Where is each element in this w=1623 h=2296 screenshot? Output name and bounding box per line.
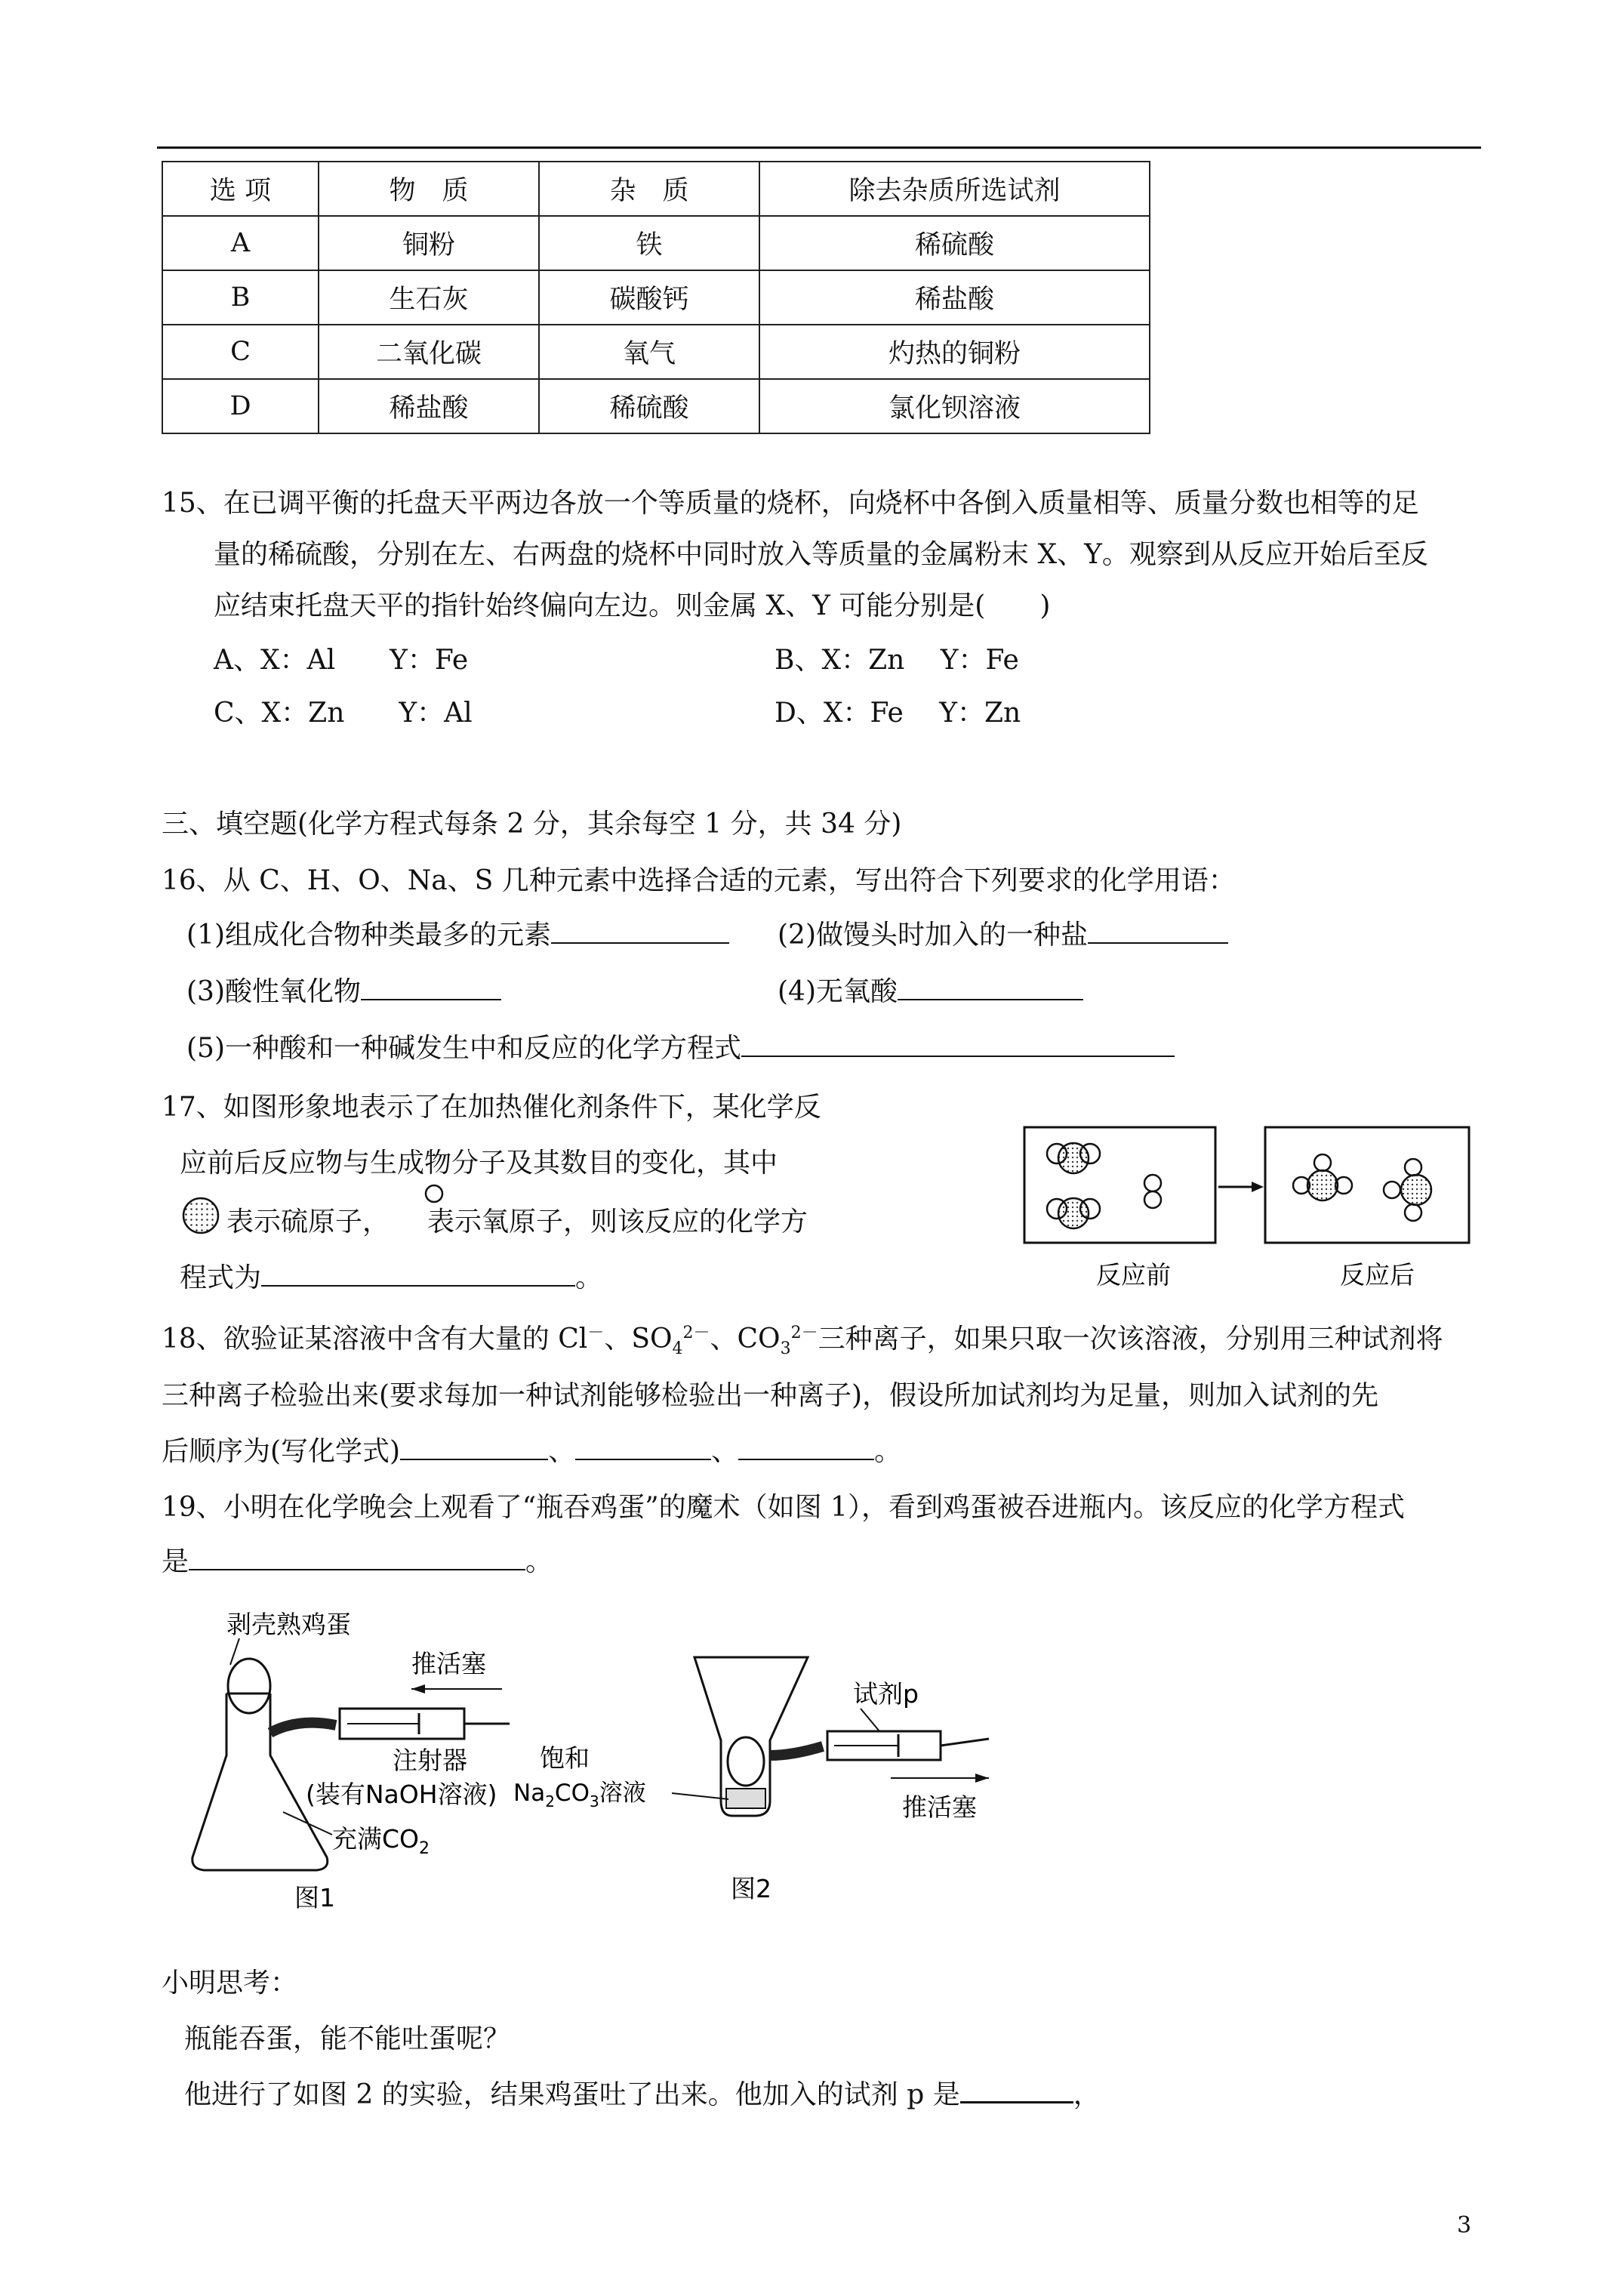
- figure-2-caption: 图2: [731, 1874, 771, 1903]
- q16-part4: [778, 970, 1083, 1009]
- q17-line4-text: 程式为: [180, 1262, 262, 1293]
- answer-blank[interactable]: [400, 1436, 548, 1460]
- q18-superscript: 2－: [682, 1324, 710, 1342]
- think-question: 瓶能吞蛋，能不能吐蛋呢？: [184, 2023, 511, 2054]
- figure-2: [513, 1650, 1034, 1914]
- table-cell: A: [162, 216, 319, 270]
- push-label: 推活塞: [411, 1649, 486, 1678]
- tube-icon: [770, 1746, 823, 1755]
- q18-line2: 三种离子检验出来(要求每加一种试剂能够检验出一种离子)，假设所加试剂均为足量，则加入试剂的先: [162, 1380, 1379, 1411]
- table-header-cell: 选 项: [162, 162, 319, 216]
- q17-line4-end: 。: [575, 1262, 603, 1293]
- section-heading: 三、填空题(化学方程式每条 2 分，其余每空 1 分，共 34 分): [162, 809, 902, 840]
- table-cell: 二氧化碳: [319, 325, 539, 379]
- table-header-cell: 杂 质: [539, 162, 759, 216]
- q17-line2: 应前后反应物与生成物分子及其数目的变化，其中: [180, 1148, 778, 1179]
- table-cell: 稀硫酸: [759, 216, 1150, 270]
- table-row: [162, 216, 1150, 270]
- q17-line3b: 表示氧原子，则该反应的化学方: [427, 1207, 808, 1237]
- table-header-row: [162, 162, 1150, 216]
- answer-blank[interactable]: [261, 1262, 575, 1287]
- period: 。: [874, 1436, 902, 1467]
- q16-part5-text: (5)一种酸和一种碱发生中和反应的化学方程式: [186, 1033, 741, 1064]
- table-cell: C: [162, 325, 319, 379]
- answer-blank[interactable]: [898, 976, 1083, 1000]
- q15-line3: 应结束托盘天平的指针始终偏向左边。则金属 X、Y 可能分别是( ): [214, 590, 1051, 621]
- contents-label: (装有NaOH溶液): [306, 1780, 497, 1809]
- table-cell: 稀盐酸: [759, 270, 1150, 325]
- header-rule: [157, 146, 1481, 149]
- egg-icon: [728, 1737, 764, 1786]
- separator: 、: [548, 1436, 576, 1467]
- q19-line2: [162, 1540, 553, 1579]
- table-cell: 碳酸钙: [539, 270, 759, 325]
- table-row: [162, 270, 1150, 325]
- syringe-label: 注射器: [393, 1746, 467, 1775]
- q15-option-d: D、X：Fe Y：Zn: [775, 698, 1021, 729]
- table-header-cell: 除去杂质所选试剂: [759, 162, 1150, 216]
- q16-stem: 16、从 C、H、O、Na、S 几种元素中选择合适的元素，写出符合下列要求的化学用语：: [162, 865, 1236, 896]
- think-text: 他进行了如图 2 的实验，结果鸡蛋吐了出来。他加入的试剂 p 是: [184, 2079, 960, 2110]
- comma: ，: [1073, 2079, 1101, 2110]
- q18-subscript: 3: [780, 1339, 791, 1359]
- table-row: [162, 379, 1150, 433]
- q16-part3-text: (3)酸性氧化物: [186, 976, 361, 1007]
- egg-label: 剥壳熟鸡蛋: [226, 1610, 351, 1639]
- arrow-icon: [411, 1684, 425, 1693]
- after-label: 反应后: [1340, 1260, 1415, 1290]
- figure-1: [185, 1604, 577, 1914]
- table-cell: 灼热的铜粉: [759, 325, 1150, 379]
- table-cell: D: [162, 379, 319, 433]
- q15-option-b: B、X：Zn Y：Fe: [775, 645, 1019, 676]
- q17-line1: 17、如图形象地表示了在加热催化剂条件下，某化学反: [162, 1092, 821, 1123]
- q16-part3: [186, 970, 501, 1009]
- answer-blank[interactable]: [741, 1033, 1175, 1057]
- q18-text: 后顺序为(写化学式): [162, 1436, 401, 1467]
- answer-blank[interactable]: [1088, 920, 1228, 944]
- answer-blank[interactable]: [738, 1436, 874, 1460]
- sulfur-atom-icon: [178, 1196, 223, 1235]
- table-cell: 稀硫酸: [539, 379, 759, 433]
- solution-icon: [726, 1789, 765, 1808]
- arrowhead-icon: [1252, 1182, 1264, 1192]
- q16-part1-text: (1)组成化合物种类最多的元素: [186, 920, 551, 951]
- table-cell: 铁: [539, 216, 759, 270]
- options-table: [162, 161, 1150, 434]
- table-cell: 氯化钡溶液: [759, 379, 1150, 433]
- q18-superscript: －: [587, 1324, 605, 1342]
- q18-superscript: 2－: [790, 1324, 818, 1342]
- solution-label: $Na_2CO_3$溶液: [513, 1780, 646, 1811]
- q15-option-c: C、X：Zn Y：Al: [214, 698, 473, 729]
- q18-subscript: 4: [672, 1339, 683, 1359]
- answer-blank[interactable]: [960, 2079, 1073, 2103]
- q18-text-b: 、SO: [604, 1324, 673, 1354]
- tube-icon: [270, 1723, 336, 1733]
- q16-part1: [186, 914, 729, 952]
- q18-text-a: 18、欲验证某溶液中含有大量的 Cl: [162, 1324, 588, 1354]
- egg-icon: [228, 1659, 270, 1713]
- push-label: 推活塞: [902, 1792, 977, 1822]
- q17-line3a: 表示硫原子，: [226, 1207, 390, 1237]
- table-cell: B: [162, 270, 319, 325]
- table-cell: 氧气: [539, 325, 759, 379]
- table-cell: 铜粉: [319, 216, 539, 270]
- table-row: [162, 325, 1150, 379]
- q18-text-d: 三种离子，如果只取一次该溶液，分别用三种试剂将: [818, 1324, 1443, 1354]
- think-line: [184, 2073, 1101, 2112]
- reagent-label: 试剂p: [853, 1679, 919, 1709]
- q16-part2-text: (2)做馒头时加入的一种盐: [778, 920, 1088, 951]
- answer-blank[interactable]: [189, 1546, 525, 1570]
- q17-line4: [180, 1256, 602, 1295]
- q19-text: 是: [162, 1546, 189, 1577]
- period: 。: [525, 1546, 553, 1577]
- q16-part5: [186, 1027, 1175, 1065]
- think-title: 小明思考：: [162, 1968, 298, 1999]
- table-cell: 稀盐酸: [319, 379, 539, 433]
- saturated-label: 饱和: [540, 1743, 590, 1773]
- q15-option-a: A、X：Al Y：Fe: [214, 645, 469, 676]
- separator: 、: [711, 1436, 739, 1467]
- q16-part2: [778, 914, 1228, 952]
- answer-blank[interactable]: [575, 1436, 711, 1460]
- answer-blank[interactable]: [361, 976, 501, 1000]
- reaction-diagram: [1021, 1123, 1474, 1297]
- q15-line1: 15、在已调平衡的托盘天平两边各放一个等质量的烧杯，向烧杯中各倒入质量相等、质量分数也相等的足: [162, 488, 1419, 519]
- before-label: 反应前: [1096, 1260, 1171, 1290]
- answer-blank[interactable]: [551, 920, 729, 944]
- q19-line1: 19、小明在化学晚会上观看了“瓶吞鸡蛋”的魔术（如图 1），看到鸡蛋被吞进瓶内。该反应的化学方程式: [162, 1492, 1405, 1523]
- arrow-icon: [975, 1774, 989, 1783]
- fill-label: 充满$CO_2$: [332, 1824, 430, 1858]
- page-number: 3: [1457, 2212, 1472, 2239]
- q16-part4-text: (4)无氧酸: [778, 976, 898, 1007]
- figure-1-caption: 图1: [294, 1883, 335, 1912]
- q18-line1: [162, 1318, 1443, 1358]
- table-header-cell: 物 质: [319, 162, 539, 216]
- table-cell: 生石灰: [319, 270, 539, 325]
- q18-text-c: 、CO: [710, 1324, 781, 1354]
- q18-line3: [162, 1430, 901, 1469]
- q15-line2: 量的稀硫酸，分别在左、右两盘的烧杯中同时放入等质量的金属粉末 X、Y。观察到从反应开始后至反: [214, 539, 1428, 570]
